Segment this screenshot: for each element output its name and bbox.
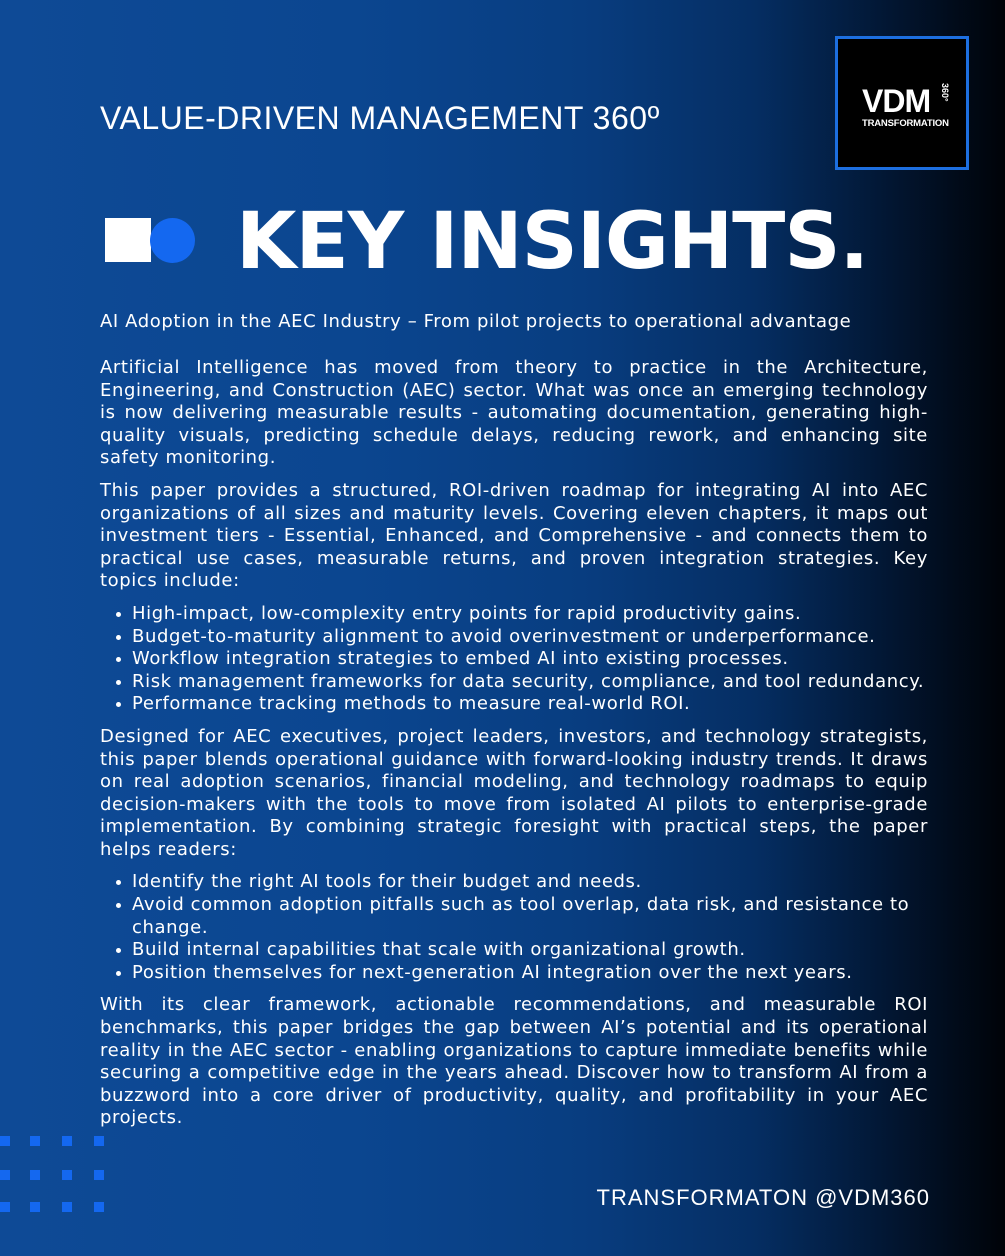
- list-item: Identify the right AI tools for their budget and needs.: [100, 871, 928, 894]
- grid-dot: [30, 1170, 40, 1180]
- white-square-icon: [105, 218, 151, 262]
- grid-dot: [62, 1202, 72, 1212]
- logo-360-superscript: 360°: [940, 83, 950, 102]
- list-item: Performance tracking methods to measure real-world ROI.: [100, 693, 928, 716]
- list-item: Avoid common adoption pitfalls such as tool overlap, data risk, and resistance to change.: [100, 894, 928, 939]
- footer-social-handle: TRANSFORMATON @VDM360: [596, 1185, 930, 1210]
- roadmap-paragraph: This paper provides a structured, ROI-driven roadmap for integrating AI into AEC organizations of all sizes and maturity levels. Covering eleven chapters, it maps out investment tiers - Essential, Enhanced, and Comprehensive - and connects them to practical use cases, measurable returns, and proven integration strategies. Key topics include:: [100, 479, 928, 592]
- list-item: High-impact, low-complexity entry points for rapid productivity gains.: [100, 603, 928, 626]
- lead-subtitle: AI Adoption in the AEC Industry – From pilot projects to operational advantage: [100, 311, 852, 332]
- body-content: [100, 357, 928, 1140]
- decorative-dot-grid: [0, 1136, 110, 1216]
- reader-benefits-list: [100, 871, 928, 984]
- audience-paragraph: Designed for AEC executives, project leaders, investors, and technology strategists, this paper blends operational guidance with forward-looking industry trends. It draws on real adoption scenarios, financial modeling, and technology roadmaps to equip decision-makers with the tools to move from isolated AI pilots to enterprise-grade implementation. By combining strategic foresight with practical steps, the paper helps readers:: [100, 725, 928, 860]
- grid-dot: [0, 1202, 10, 1212]
- header-subtitle: VALUE-DRIVEN MANAGEMENT 360º: [100, 100, 660, 136]
- grid-dot: [94, 1170, 104, 1180]
- key-topics-list: [100, 603, 928, 716]
- vdm-logo: [835, 36, 969, 170]
- grid-dot: [30, 1202, 40, 1212]
- grid-dot: [62, 1136, 72, 1146]
- grid-dot: [30, 1136, 40, 1146]
- grid-dot: [62, 1170, 72, 1180]
- list-item: Build internal capabilities that scale with organizational growth.: [100, 939, 928, 962]
- blue-circle-icon: [150, 218, 195, 263]
- intro-paragraph: Artificial Intelligence has moved from theory to practice in the Architecture, Engineering, and Construction (AEC) sector. What was once an emerging technology is now delivering measurable results - automating documentation, generating high-quality visuals, predicting schedule delays, reducing rework, and enhancing site safety monitoring.: [100, 357, 928, 469]
- grid-dot: [0, 1136, 10, 1146]
- grid-dot: [94, 1202, 104, 1212]
- page-title: KEY INSIGHTS.: [236, 197, 869, 287]
- list-item: Budget-to-maturity alignment to avoid overinvestment or underperformance.: [100, 626, 928, 649]
- list-item: Position themselves for next-generation AI integration over the next years.: [100, 962, 928, 985]
- list-item: Risk management frameworks for data security, compliance, and tool redundancy.: [100, 671, 928, 694]
- grid-dot: [94, 1136, 104, 1146]
- closing-paragraph: With its clear framework, actionable recommendations, and measurable ROI benchmarks, this paper bridges the gap between AI’s potential and its operational reality in the AEC sector - enabling organizations to capture immediate benefits while securing a competitive edge in the years ahead. Discover how to transform AI from a buzzword into a core driver of productivity, quality, and profitability in your AEC projects.: [100, 994, 928, 1129]
- list-item: Workflow integration strategies to embed AI into existing processes.: [100, 648, 928, 671]
- logo-tagline: TRANSFORMATION: [862, 118, 949, 129]
- logo-wordmark: VDM: [862, 83, 931, 119]
- grid-dot: [0, 1170, 10, 1180]
